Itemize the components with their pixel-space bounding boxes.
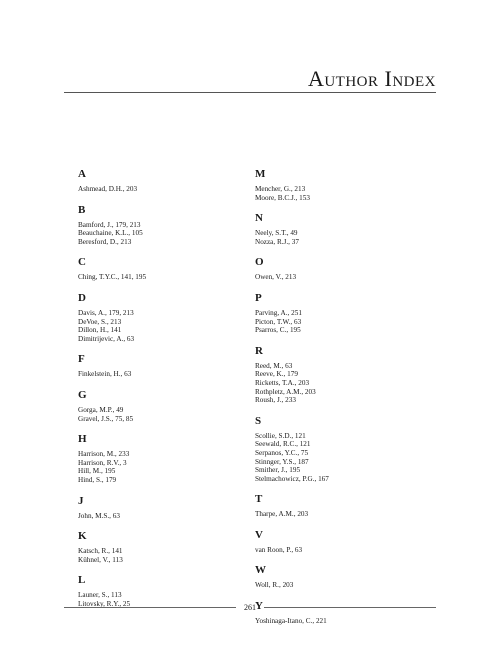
index-section [255,529,420,555]
section-letter: P [255,291,262,304]
index-entry: Stelmachowicz, P.G., 167 [255,474,329,483]
index-entry: Tharpe, A.M., 203 [255,510,309,519]
page-title: Author Index [307,66,436,91]
index-section [78,292,243,343]
index-column-left [78,168,243,618]
index-section [78,433,243,484]
index-section [78,389,243,423]
index-entry: Woll, R., 203 [255,581,294,590]
index-entry: Dillon, H., 141 [78,326,122,335]
title-divider [64,92,436,93]
index-entry: Psarros, C., 195 [255,326,301,335]
index-entry: Kühnel, V., 113 [78,555,123,564]
index-entry: Finkelstein, H., 63 [78,370,132,379]
index-entry: Harrison, R.V., 3 [78,458,127,467]
index-entry: Bamford, J., 179, 213 [78,220,141,229]
section-letter: S [255,414,262,427]
index-entry: Hind, S., 179 [78,475,117,484]
index-entry: Gorga, M.P., 49 [78,405,124,414]
index-section [255,212,420,246]
index-entry: Neely, S.T., 49 [255,229,298,238]
index-entry: Reed, M., 63 [255,361,293,370]
index-entry: Serpanos, Y.C., 75 [255,448,309,457]
index-section [255,564,420,590]
index-entry: Scollie, S.D., 121 [255,431,306,440]
index-entry: DeVoe, S., 213 [78,317,122,326]
index-entry: Picton, T.W., 63 [255,317,302,326]
page-header [56,66,436,92]
page-footer [64,599,436,614]
index-section [78,495,243,521]
index-entry: Harrison, M., 233 [78,450,130,459]
page-number: 261 [244,603,256,612]
index-section [255,168,420,202]
index-section [255,493,420,519]
index-entry: Parving, A., 251 [255,308,302,317]
section-letter: C [78,256,86,269]
section-letter: O [255,256,264,269]
index-entry: Owen, V., 213 [255,273,297,282]
index-section [255,415,420,484]
section-letter: G [78,388,87,401]
index-section [78,353,243,379]
section-letter: J [78,494,84,507]
footer-divider-right [264,607,436,608]
index-entry: Ching, T.Y.C., 141, 195 [78,273,147,282]
index-entry: Stinnger, Y.S., 187 [255,457,309,466]
section-letter: K [78,530,87,543]
index-entry: Yoshinaga-Itano, C., 221 [255,617,327,626]
index-entry: Mencher, G., 213 [255,185,306,193]
index-entry: Litovsky, R.Y., 25 [78,599,131,608]
index-entry: Hill, M., 195 [78,467,116,476]
index-entry: Roush, J., 233 [255,396,296,405]
index-entry: Beresford, D., 213 [78,237,132,246]
index-entry: Reeve, K., 179 [255,370,298,379]
index-entry: Moore, B.C.J., 153 [255,193,310,202]
section-letter: B [78,203,86,216]
index-entry: Dimitrijevic, A., 63 [78,334,135,343]
index-entry: John, M.S., 63 [78,511,120,520]
index-section [255,345,420,405]
index-entry: Davis, A., 179, 213 [78,308,134,317]
section-letter: Y [255,600,263,613]
section-letter: F [78,353,85,366]
index-column-right [255,168,420,636]
section-letter: N [255,212,263,225]
index-section [78,530,243,564]
section-letter: H [78,433,87,446]
index-section [78,256,243,282]
index-section [255,256,420,282]
index-entry: Katsch, R., 141 [78,547,123,556]
index-section [78,204,243,247]
index-entry: Beauchaine, K.L., 105 [78,229,143,238]
section-letter: A [78,168,86,180]
index-entry: Launer, S., 113 [78,591,122,600]
section-letter: D [78,291,86,304]
section-letter: L [78,574,86,587]
index-section [255,292,420,335]
index-entry: Gravel, J.S., 75, 85 [78,414,134,423]
index-entry: Ashmead, D.H., 203 [78,185,138,193]
index-entry: Smither, J., 195 [255,466,301,475]
section-letter: T [255,493,263,506]
section-letter: V [255,528,263,541]
index-entry: Seewald, R.C., 121 [255,440,311,449]
section-letter: M [255,168,266,180]
index-entry: van Roon, P., 63 [255,545,303,554]
section-letter: R [255,344,263,357]
index-entry: Rothpletz, A.M., 203 [255,387,316,396]
index-section [78,168,243,194]
index-entry: Nozza, R.J., 37 [255,237,299,246]
index-entry: Ricketts, T.A., 203 [255,378,310,387]
section-letter: W [255,564,266,577]
